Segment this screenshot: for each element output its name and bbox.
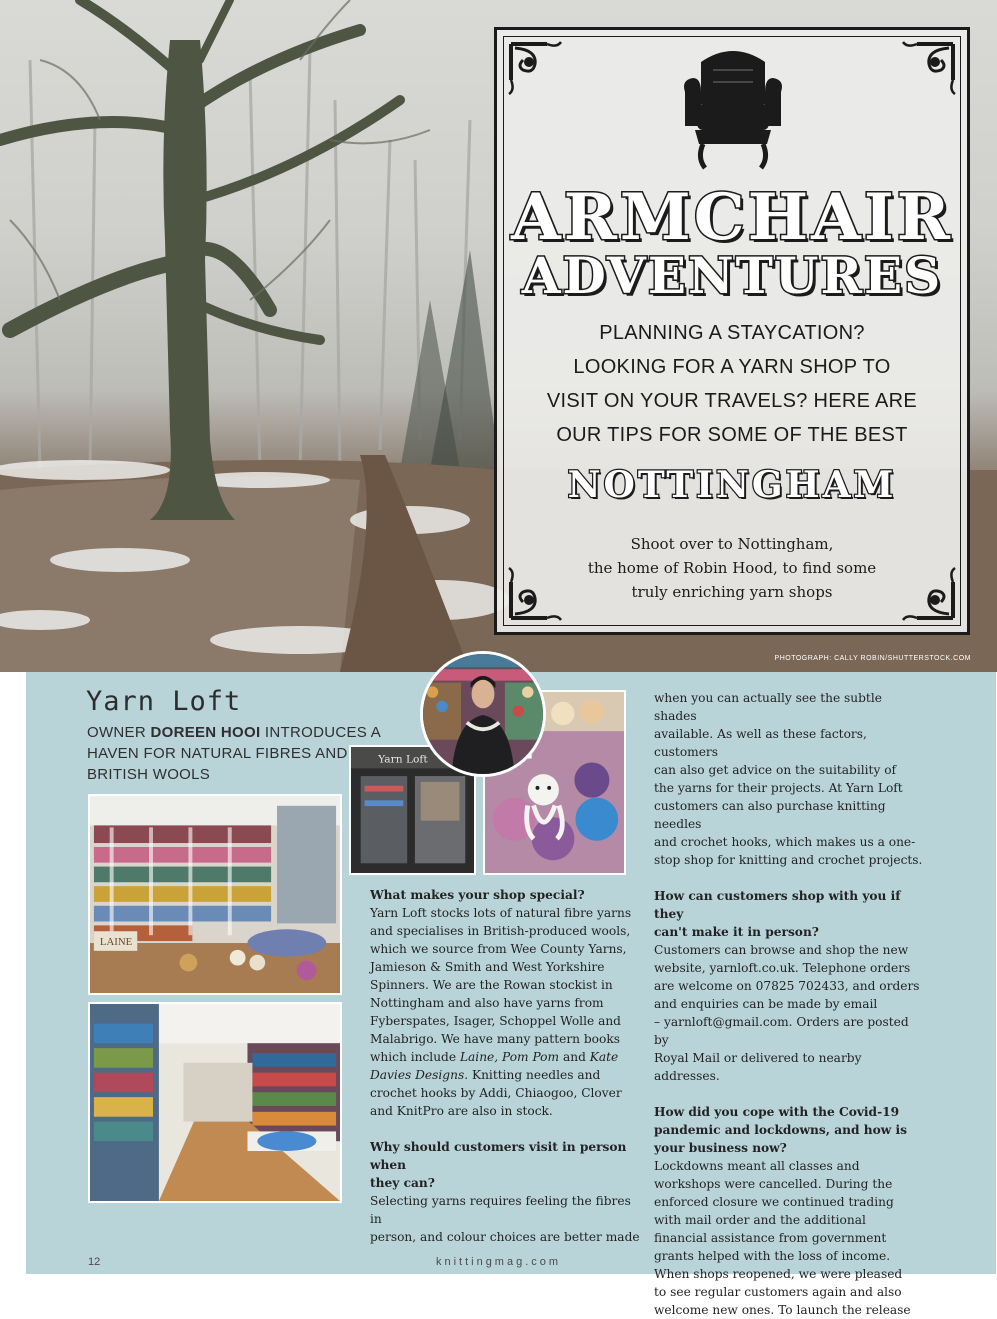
book-title: Davies Designs [370,1068,465,1082]
laine-sign: LAINE [99,935,133,948]
question-heading: your business now? [654,1141,787,1155]
text-run: and [559,1050,590,1064]
body-line: available. As well as these factors, customers [654,727,867,759]
question-heading: pandemic and lockdowns, and how is [654,1123,907,1137]
body-line: website, yarnloft.co.uk. Telephone orders [654,961,911,975]
intro-line: LOOKING FOR A YARN SHOP TO [573,356,891,378]
corner-ornament-icon [507,40,567,100]
body-line: crochet hooks by Addi, Chiaogoo, Clover [370,1086,622,1100]
body-line: Nottingham and also have yarns from [370,996,604,1010]
body-line: are welcome on 07825 702433, and orders [654,979,920,993]
body-line: Jamieson & Smith and West Yorkshire [370,960,605,974]
book-title: Laine, Pom Pom [459,1050,560,1064]
question-heading: can't make it in person? [654,925,819,939]
owner-name: DOREEN HOOI [150,724,261,741]
article-column-2 [654,689,924,1319]
body-line: to see regular customers again and also [654,1285,902,1299]
poster-subtitle [557,532,907,604]
body-line: Yarn Loft stocks lots of natural fibre yarns [370,906,632,920]
storefront-sign: Yarn Loft [378,752,428,766]
book-title: Kate [589,1050,619,1064]
shop-title: Yarn Loft [86,686,242,717]
question-heading: How can customers shop with you if they [654,889,901,921]
body-line: which we source from Wee County Yarns, [370,942,627,956]
page-number: 12 [88,1256,101,1268]
armchair-icon [679,42,787,172]
body-line: grants helped with the loss of income. [654,1249,891,1263]
body-line: Customers can browse and shop the new [654,943,909,957]
shop-aisle-photo [88,1002,342,1203]
body-line: and enquiries can be made by email [654,997,878,1011]
photo-credit: PHOTOGRAPH: CALLY ROBIN/SHUTTERSTOCK.COM [774,655,971,662]
body-line: When shops reopened, we were pleased [654,1267,903,1281]
body-line: the yarns for their projects. At Yarn Loft [654,781,903,795]
body-line: and crochet hooks, which makes us a one- [654,835,916,849]
intro-line: VISIT ON YOUR TRAVELS? HERE ARE [546,390,918,412]
article-column-1 [370,886,640,1246]
subtitle-line: Shoot over to Nottingham, [630,535,834,553]
body-line: when you can actually see the subtle shades [654,691,882,723]
body-line: enforced closure we continued trading [654,1195,894,1209]
question-heading: How did you cope with the Covid-19 [654,1105,900,1119]
body-line: welcome new ones. To launch the release [654,1303,911,1317]
text-run: . Knitting needles and [464,1068,601,1082]
body-line: Spinners. We are the Rowan stockist in [370,978,613,992]
question-heading: Why should customers visit in person when [370,1140,627,1172]
body-line [370,1066,640,1084]
body-line: customers can also purchase knitting needles [654,799,886,831]
body-line: workshops were cancelled. During the [654,1177,893,1191]
poster-title-line1: ARMCHAIR [511,180,953,255]
corner-ornament-icon [897,40,957,100]
body-line: person, and colour choices are better made [370,1230,640,1244]
owner-portrait-photo [420,651,546,777]
body-line: can also get advice on the suitability of [654,763,897,777]
intro-line: PLANNING A STAYCATION? [599,322,865,344]
question-heading: What makes your shop special? [370,888,585,902]
body-line: with mail order and the additional [654,1213,866,1227]
poster-intro [517,316,947,452]
subtitle-line: truly enriching yarn shops [631,583,833,601]
text-run: which include [370,1050,460,1064]
poster-title-line2: ADVENTURES [521,246,943,305]
poster-city: NOTTINGHAM [567,464,897,506]
body-line: Selecting yarns requires feeling the fibres in [370,1194,631,1226]
body-line: Lockdowns meant all classes and [654,1159,860,1173]
body-line: – yarnloft@gmail.com. Orders are posted by [654,1015,909,1047]
body-line: and specialises in British-produced wools, [370,924,631,938]
title-poster [494,27,970,635]
standfirst-pre: OWNER [87,724,151,741]
body-line [370,1048,640,1066]
question-heading: they can? [370,1176,435,1190]
body-line: stop shop for knitting and crochet projects. [654,853,923,867]
footer-url: knittingmag.com [435,1256,562,1268]
body-line: and KnitPro are also in stock. [370,1104,553,1118]
standfirst-post: INTRODUCES A HAVEN FOR NATURAL FIBRES AND BRITISH WOOLS [87,724,381,783]
body-line: financial assistance from government [654,1231,887,1245]
body-line: Malabrigo. We have many pattern books [370,1032,620,1046]
body-line: Royal Mail or delivered to nearby addresses. [654,1051,862,1083]
intro-line: OUR TIPS FOR SOME OF THE BEST [556,424,908,446]
body-line: Fyberspates, Isager, Schoppel Wolle and [370,1014,621,1028]
subtitle-line: the home of Robin Hood, to find some [587,559,877,577]
shop-interior-photo [88,794,342,995]
